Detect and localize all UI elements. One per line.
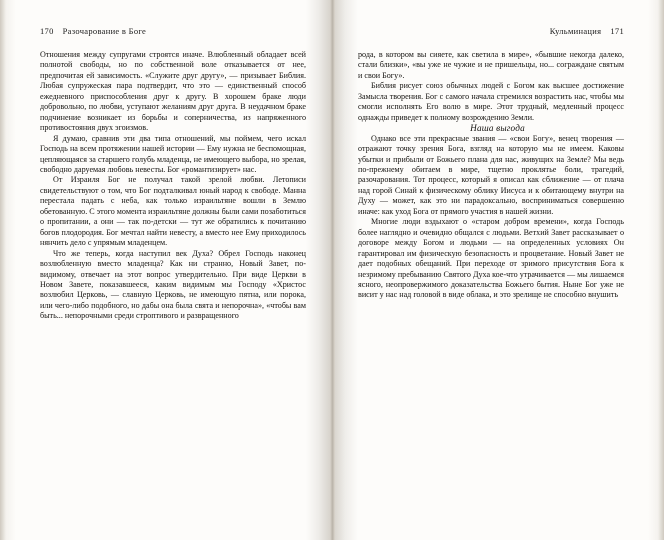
page-edge-right — [658, 0, 664, 540]
right-page — [332, 0, 664, 540]
paragraph: Многие люди вздыхают о «старом добром времени», когда Господь более наглядно и очевидно общался с людьми. Ветхий Завет рассказывает о договоре между Богом и людьми — на определенных условиях Он гарантировал им физическую безопасность и процветание. Новый Завет не дает подобных обещаний. При переходе от зримого присутствия Бога к незримому пребыванию Святого Духа кое-что утрачивается — мы лишаемся ясного, неопровержимого доказательства Божьего бытия. Ныне Бог уже не висит у нас над головой в виде облака, и это зрелище не способно внушить — [358, 217, 624, 300]
paragraph: Однако все эти прекрасные звания — «свои Богу», венец творения — отражают точку зрения Бога, взгляд на которую мы не имеем. Каковы убытки и прибыли от Божьего плана для нас, живущих на Земле? Мы ведь по-прежнему обитаем в мире, тщетно проклятье боли, трагедий, разочарования. Тот процесс, который я описал как сближение — от плача над горой Синай к физическому облику Иисуса и к обитающему внутри на Духу — может, как это ни парадоксально, восприниматься совершенно иначе: как уход Бога от прямого участия в нашей жизни. — [358, 133, 624, 216]
page-number-left: 170 — [40, 26, 54, 36]
left-page-text-column — [40, 50, 306, 322]
paragraph: Я думаю, сравнив эти два типа отношений, мы поймем, чего искал Господь на всем протяжении нашей истории — Ему нужна не беспомощная, цепляющаяся за старшего голубь младенца, не имеющего выбора, но зрелая, свободно даруемая любовь невесты. Бог «романтизирует» нас. — [40, 133, 306, 174]
gutter-shadow-left — [306, 0, 332, 540]
running-title-right: Кульминация — [549, 26, 602, 36]
running-head-left — [40, 26, 306, 37]
running-head-right — [358, 26, 624, 37]
page-number-right: 171 — [610, 26, 624, 36]
book-gutter — [330, 0, 335, 540]
paragraph: От Израиля Бог не получал такой зрелой любви. Летописи свидетельствуют о том, что Бог подталкивал юный народ к свободе. Манна перестала падать с неба, как только израильтяне вошли в Землю обетованную. С этого момента израильтяне должны были сами позаботиться о пропитании, а они — так по-детски — тут же обратились к почитанию богов плодородия. Бог мечтал найти невесту, а вместо нее Ему приходилось нянчить дело с упрямым младенцем. — [40, 175, 306, 248]
section-subheading: Наша выгода — [470, 123, 525, 134]
right-page-text-column — [358, 50, 624, 301]
page-edge-left — [0, 0, 6, 540]
paragraph: Что же теперь, когда наступил век Духа? Обрел Господь наконец возлюбленную вместо младенца? Как ни странно, Новый Завет, по-видимому, отвечает на этот вопрос утвердительно. При виде Церкви в Новом Завете, показавшееся, каким видимым мы Господу «Христос возлюбил Церковь, — славную Церковь, не имеющую пятна, или порока, или чего-либо подобного, но дабы она была свята и непорочна», «чтобы вам быть... непорочными среди строптивого и развращенного — [40, 248, 306, 321]
paragraph: Отношения между супругами строятся иначе. Влюбленный обладает всей полнотой свободы, но по собственной воле отказывается от нее, предпочитая ей зависимость. «Служите друг другу», — призывает Библия. Любая супружеская пара подтвердит, что это — единственный способ ежедневного приспособления друг к другу. В хорошем браке люди добровольно, по любви, уступают желаниям друг друга. В неудачном браке подчинение возникает из борьбы и соперничества, из напряженного противостояния двух эгоизмов. — [40, 50, 306, 133]
running-title-left: Разочарование в Боге — [62, 26, 147, 36]
paragraph: рода, в котором вы сияете, как светила в мире», «бывшие некогда далеко, стали близки», «вы уже не чужие и не пришельцы, но... сограждане святым и свои Богу». — [358, 50, 624, 80]
paragraph: Библия рисует союз обычных людей с Богом как высшее достижение Замысла творения. Бог с самого начала стремился возрастить нас, чтобы мы смогли исполнять Его волю в мире. Этот трудный, медленный процесс однажды приведет к полному возрождению Земли. — [358, 81, 624, 122]
gutter-shadow-right — [332, 0, 358, 540]
